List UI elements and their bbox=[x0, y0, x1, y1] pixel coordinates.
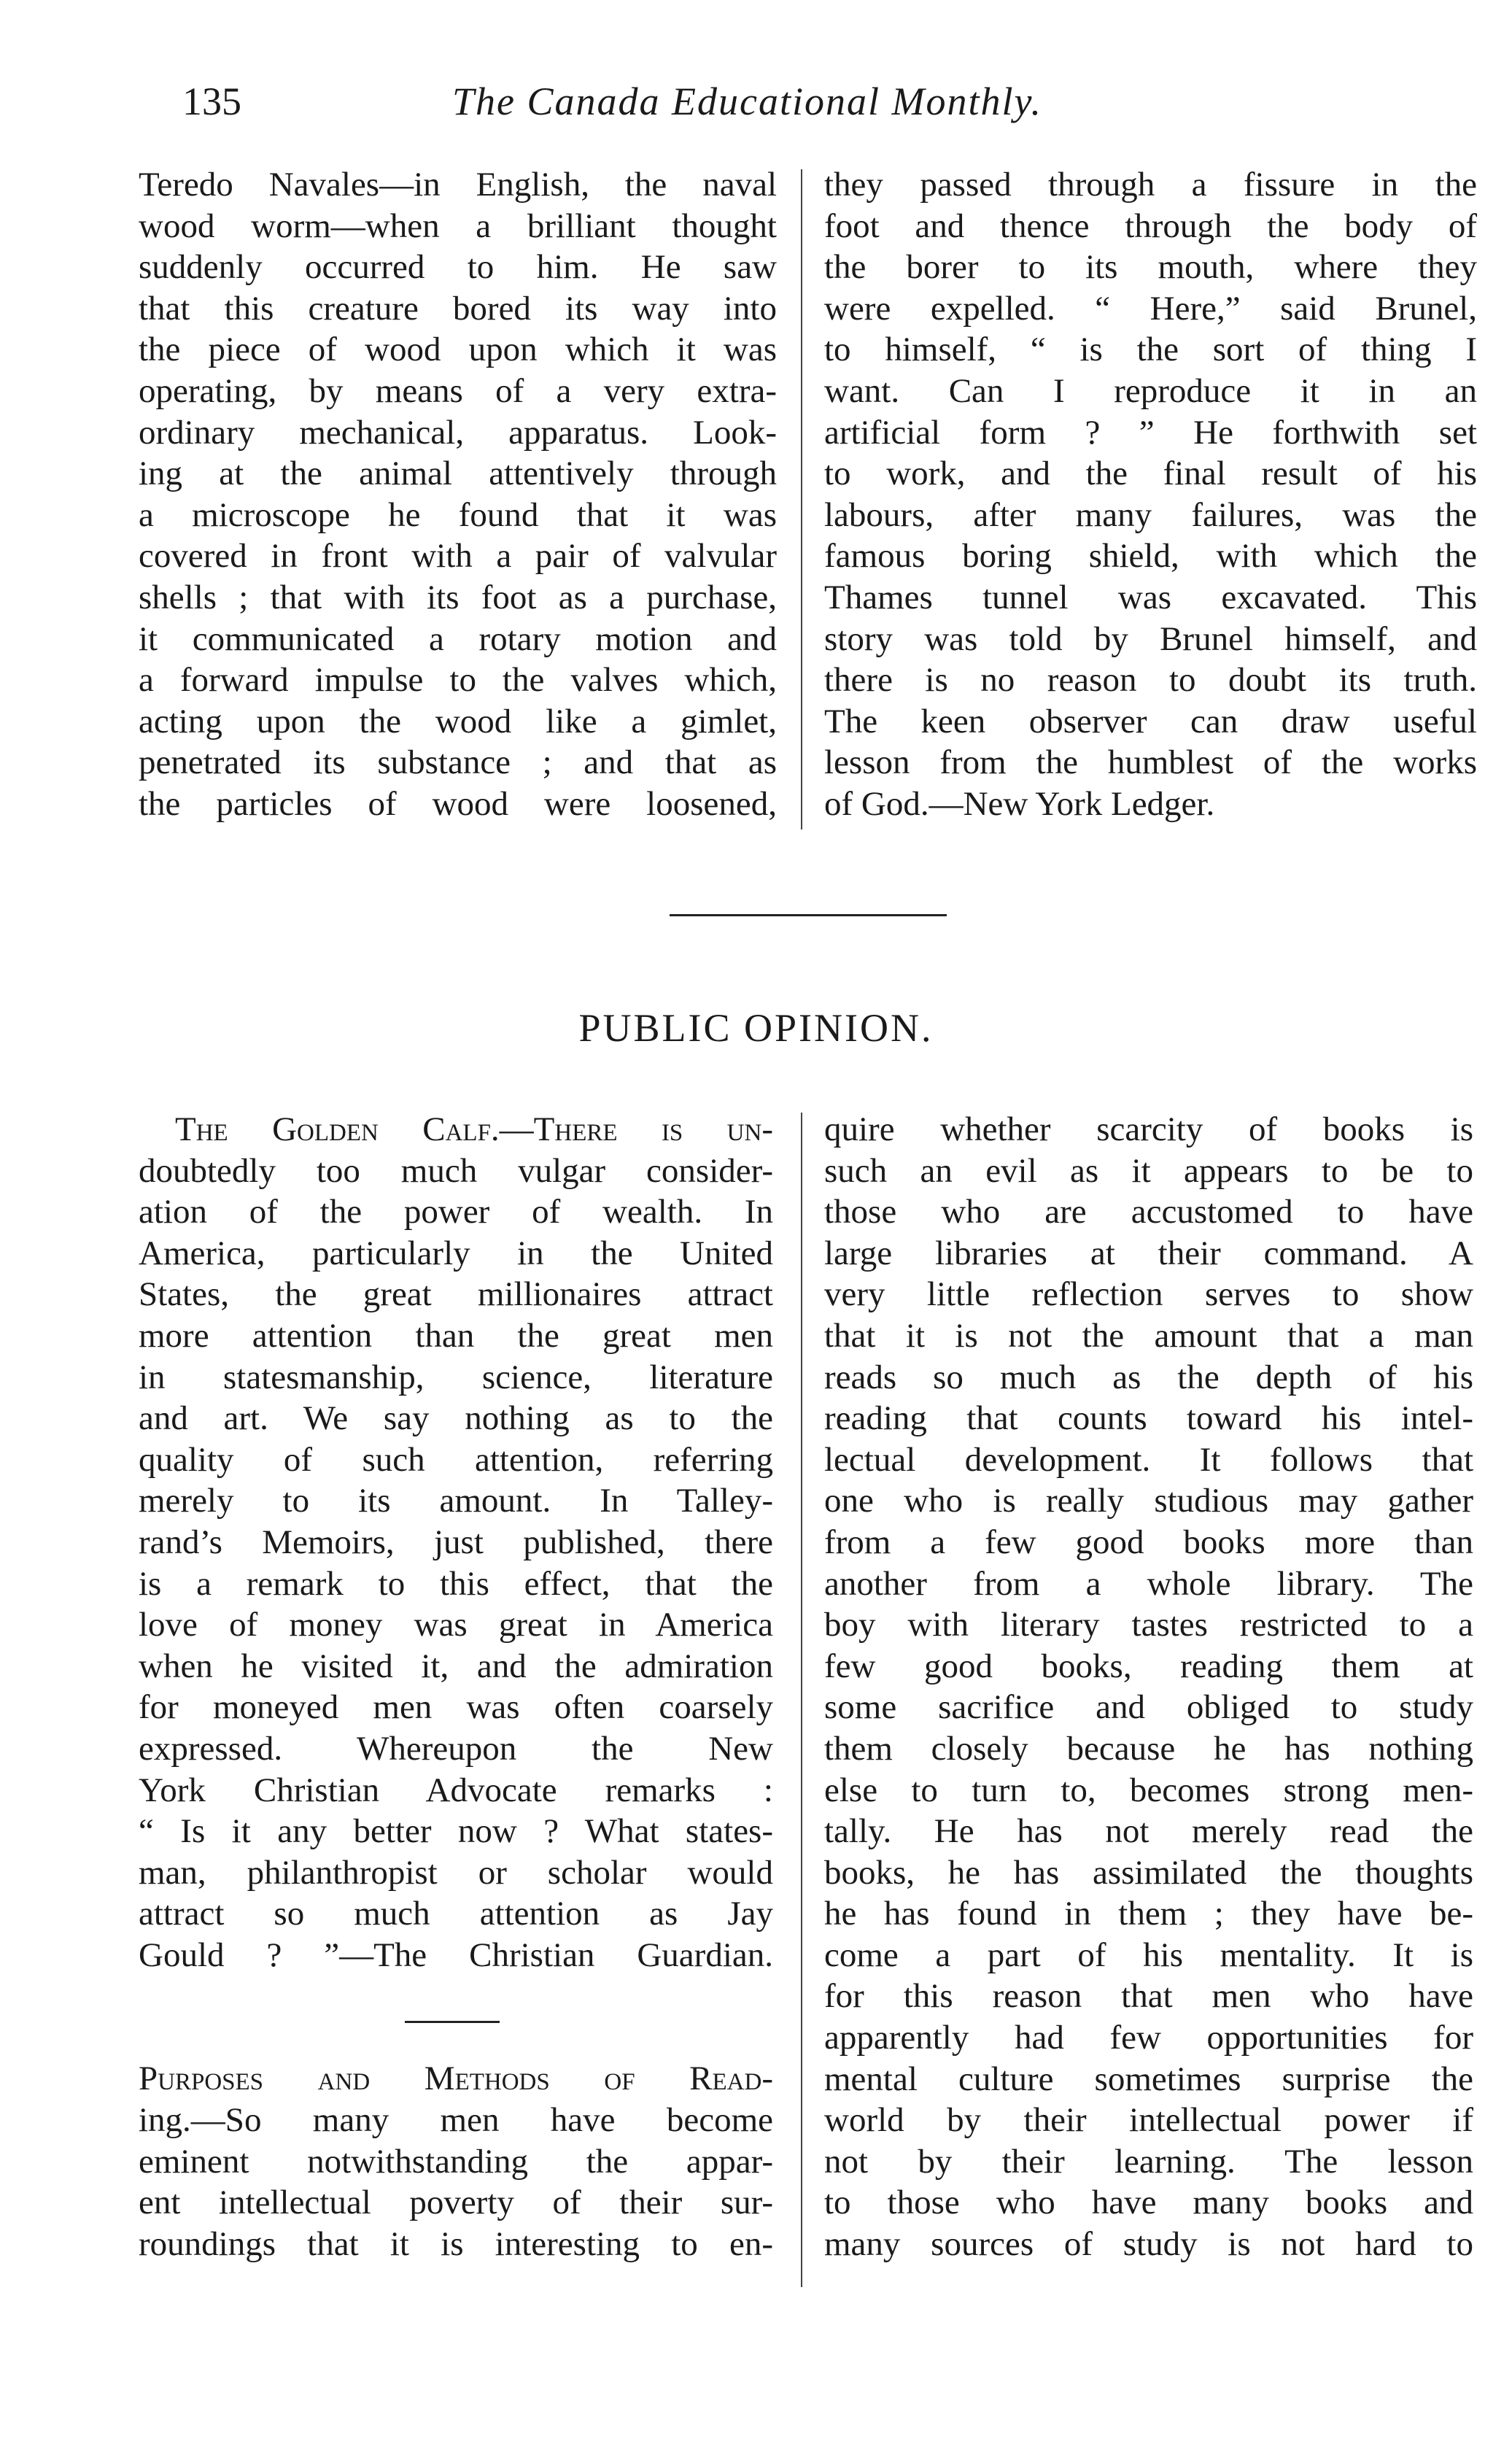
text-line: there is no reason to doubt its truth. bbox=[824, 661, 1477, 700]
reading-paragraph-continued bbox=[824, 1109, 1473, 2265]
text-line: that this creature bored its way into bbox=[139, 289, 777, 328]
text-line: to work, and the final result of his bbox=[824, 455, 1477, 493]
top-left-column bbox=[139, 164, 777, 825]
top-right-column bbox=[824, 164, 1477, 825]
text-line: one who is really studious may gather bbox=[824, 1482, 1473, 1520]
text-line: “ Is it any better now ? What states- bbox=[139, 1812, 773, 1851]
text-line: for moneyed men was often coarsely bbox=[139, 1688, 773, 1727]
text-line: it communicated a rotary motion and bbox=[139, 619, 777, 658]
text-line: quire whether scarcity of books is bbox=[824, 1110, 1473, 1148]
text-line: Gould ? ”—The Christian Guardian. bbox=[139, 1935, 773, 1974]
text-line: of God.—New York Ledger. bbox=[824, 784, 1215, 823]
text-line: the piece of wood upon which it was bbox=[139, 330, 777, 369]
text-line: come a part of his mentality. It is bbox=[824, 1935, 1473, 1974]
text-line: Teredo Navales—in English, the naval bbox=[139, 166, 777, 204]
text-line: the borer to its mouth, where they bbox=[824, 248, 1477, 287]
text-line: large libraries at their command. A bbox=[824, 1234, 1473, 1272]
text-line: some sacrifice and obliged to study bbox=[824, 1688, 1473, 1727]
text-line: apparently had few opportunities for bbox=[824, 2019, 1473, 2057]
text-line: that it is not the amount that a man bbox=[824, 1316, 1473, 1355]
text-line: else to turn to, becomes strong men- bbox=[824, 1771, 1473, 1809]
text-line: such an evil as it appears to be to bbox=[824, 1151, 1473, 1190]
text-line: ent intellectual poverty of their sur- bbox=[139, 2184, 773, 2222]
text-line: famous boring shield, with which the bbox=[824, 537, 1477, 576]
text-line: wood worm—when a brilliant thought bbox=[139, 206, 777, 245]
text-line: roundings that it is interesting to en- bbox=[139, 2224, 773, 2263]
brunel-paragraph bbox=[824, 164, 1477, 825]
text-line: tally. He has not merely read the bbox=[824, 1812, 1473, 1851]
text-line: books, he has assimilated the thoughts bbox=[824, 1853, 1473, 1892]
text-line: America, particularly in the United bbox=[139, 1234, 773, 1272]
text-line: story was told by Brunel himself, and bbox=[824, 619, 1477, 658]
column-divider bbox=[801, 1113, 802, 2287]
text-line: to himself, “ is the sort of thing I bbox=[824, 330, 1477, 369]
text-line: to those who have many books and bbox=[824, 2184, 1473, 2222]
text-line: ing.—So many men have become bbox=[139, 2101, 773, 2140]
text-line: reads so much as the depth of his bbox=[824, 1358, 1473, 1396]
text-line: The keen observer can draw useful bbox=[824, 702, 1477, 740]
text-line: for this reason that men who have bbox=[824, 1977, 1473, 2016]
text-line: acting upon the wood like a gimlet, bbox=[139, 702, 777, 740]
text-line: ordinary mechanical, apparatus. Look- bbox=[139, 413, 777, 452]
text-line: few good books, reading them at bbox=[824, 1647, 1473, 1685]
text-line: suddenly occurred to him. He saw bbox=[139, 248, 777, 287]
text-line: a microscope he found that it was bbox=[139, 495, 777, 534]
text-line: man, philanthropist or scholar would bbox=[139, 1853, 773, 1892]
text-line: attract so much attention as Jay bbox=[139, 1895, 773, 1933]
column-divider bbox=[801, 169, 802, 829]
text-line: they passed through a fissure in the bbox=[824, 166, 1477, 204]
text-line: ing at the animal attentively through bbox=[139, 455, 777, 493]
text-line: is a remark to this effect, that the bbox=[139, 1564, 773, 1603]
article-separator-rule bbox=[405, 2021, 500, 2023]
teredo-paragraph-continued bbox=[139, 164, 777, 825]
text-line: want. Can I reproduce it in an bbox=[824, 371, 1477, 410]
bottom-right-column bbox=[824, 1109, 1473, 2265]
text-line: The Golden Calf.—There is un- bbox=[175, 1110, 773, 1148]
text-line: reading that counts toward his intel- bbox=[824, 1399, 1473, 1438]
text-line: in statesmanship, science, literature bbox=[139, 1358, 773, 1396]
text-line: eminent notwithstanding the appar- bbox=[139, 2142, 773, 2181]
text-line: when he visited it, and the admiration bbox=[139, 1647, 773, 1685]
page-number: 135 bbox=[182, 80, 241, 123]
text-line: artificial form ? ” He forthwith set bbox=[824, 413, 1477, 452]
text-line: very little reflection serves to show bbox=[824, 1275, 1473, 1314]
running-title: The Canada Educational Monthly. bbox=[452, 80, 1042, 123]
text-line: foot and thence through the body of bbox=[824, 206, 1477, 245]
text-line: from a few good books more than bbox=[824, 1523, 1473, 1561]
text-line: lesson from the humblest of the works bbox=[824, 743, 1477, 782]
text-line: quality of such attention, referring bbox=[139, 1440, 773, 1479]
golden-calf-paragraph bbox=[139, 1109, 773, 1976]
text-line: world by their intellectual power if bbox=[824, 2101, 1473, 2140]
text-line: mental culture sometimes surprise the bbox=[824, 2060, 1473, 2098]
text-line: penetrated its substance ; and that as bbox=[139, 743, 777, 782]
section-separator-rule bbox=[670, 914, 947, 916]
paragraph-gap bbox=[139, 1976, 773, 2058]
text-line: covered in front with a pair of valvular bbox=[139, 537, 777, 576]
bottom-left-column bbox=[139, 1109, 773, 2265]
text-line: he has found in them ; they have be- bbox=[824, 1895, 1473, 1933]
text-line: boy with literary tastes restricted to a bbox=[824, 1606, 1473, 1644]
text-line: not by their learning. The lesson bbox=[824, 2142, 1473, 2181]
text-line: them closely because he has nothing bbox=[824, 1729, 1473, 1768]
text-line: many sources of study is not hard to bbox=[824, 2225, 1473, 2264]
section-title: PUBLIC OPINION. bbox=[578, 1006, 934, 1050]
text-line: ation of the power of wealth. In bbox=[139, 1193, 773, 1231]
text-line: were expelled. “ Here,” said Brunel, bbox=[824, 289, 1477, 328]
text-line: those who are accustomed to have bbox=[824, 1193, 1473, 1231]
text-line: rand’s Memoirs, just published, there bbox=[139, 1523, 773, 1561]
text-line: expressed. Whereupon the New bbox=[139, 1729, 773, 1768]
text-line: and art. We say nothing as to the bbox=[139, 1399, 773, 1438]
text-line: shells ; that with its foot as a purchase, bbox=[139, 578, 777, 616]
page-header bbox=[182, 79, 1481, 137]
text-line: merely to its amount. In Talley- bbox=[139, 1482, 773, 1520]
text-line: Purposes and Methods of Read- bbox=[139, 2060, 773, 2098]
text-line: Thames tunnel was excavated. This bbox=[824, 578, 1477, 616]
text-line: lectual development. It follows that bbox=[824, 1440, 1473, 1479]
text-line: doubtedly too much vulgar consider- bbox=[139, 1151, 773, 1190]
text-line: another from a whole library. The bbox=[824, 1564, 1473, 1603]
reading-paragraph bbox=[139, 2058, 773, 2265]
text-line: labours, after many failures, was the bbox=[824, 495, 1477, 534]
text-line: operating, by means of a very extra- bbox=[139, 371, 777, 410]
text-line: more attention than the great men bbox=[139, 1316, 773, 1355]
text-line: the particles of wood were loosened, bbox=[139, 784, 777, 823]
text-line: States, the great millionaires attract bbox=[139, 1275, 773, 1314]
text-line: a forward impulse to the valves which, bbox=[139, 661, 777, 700]
text-line: York Christian Advocate remarks : bbox=[139, 1771, 773, 1809]
text-line: love of money was great in America bbox=[139, 1606, 773, 1644]
